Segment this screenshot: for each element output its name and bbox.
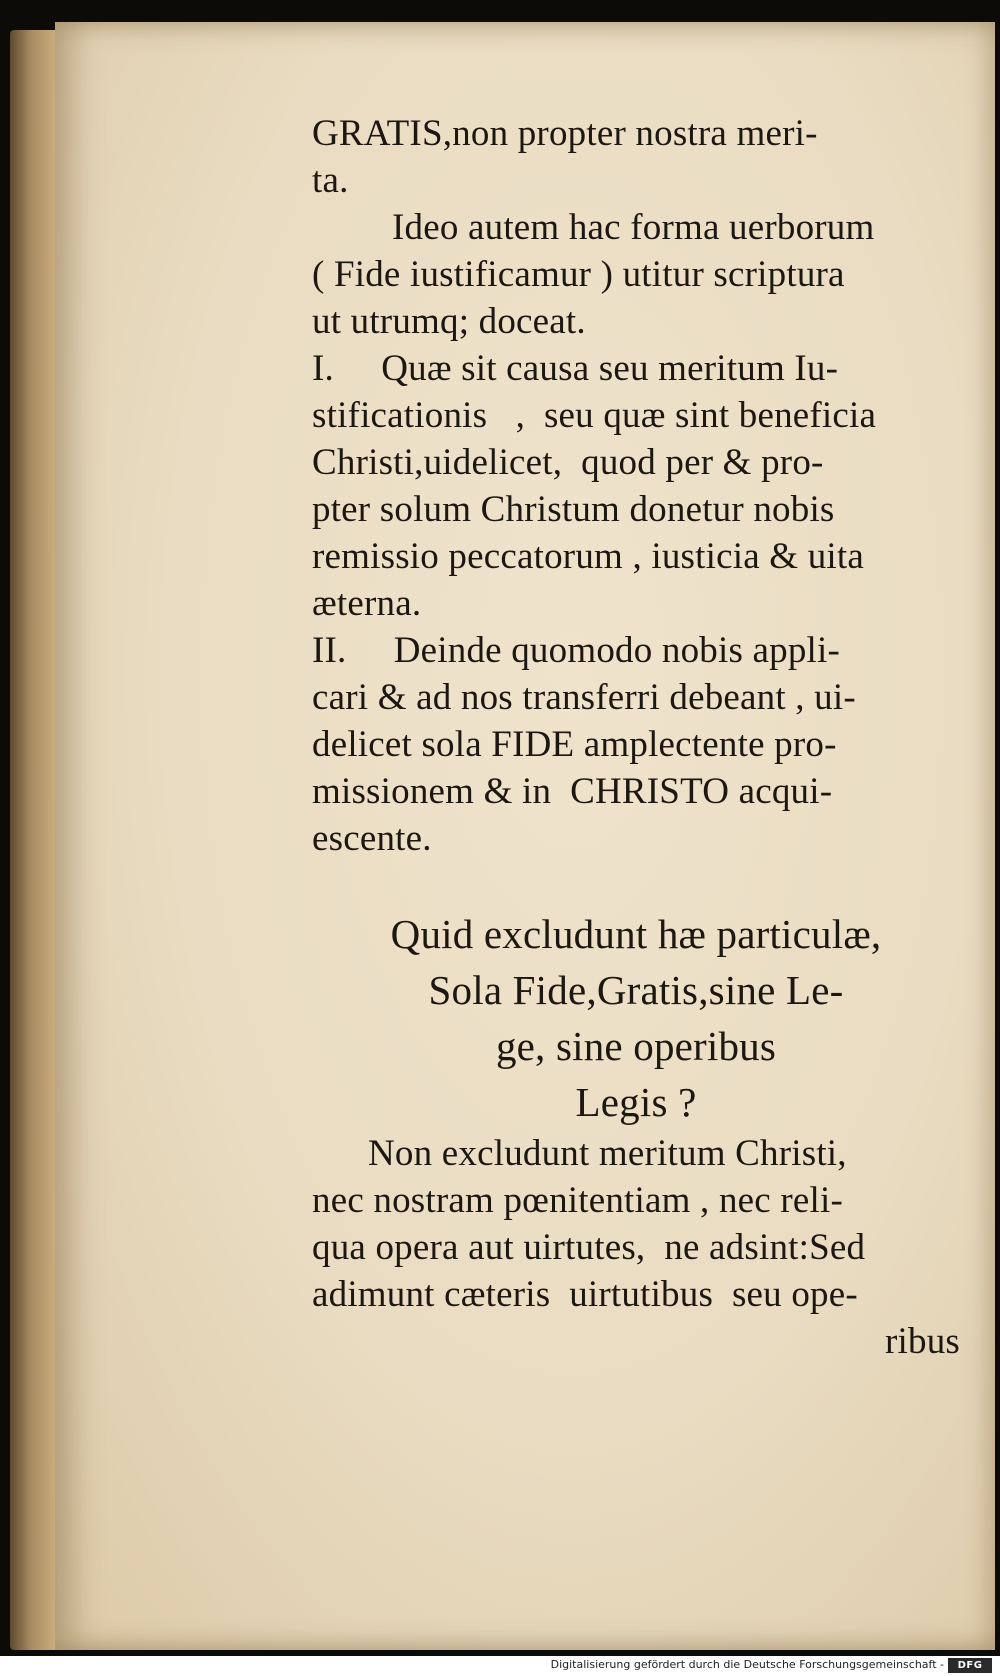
dfg-logo: DFG: [948, 1658, 992, 1673]
text-line: nec nostram pœnitentiam , nec reli-: [312, 1180, 843, 1221]
page-text: [312, 110, 960, 1365]
text-line: Non excludunt meritum Christi,: [368, 1133, 847, 1174]
heading-line: ge, sine operibus: [495, 1023, 777, 1069]
section-heading: [312, 906, 960, 1130]
text-line: escente.: [312, 818, 432, 859]
text-line: GRATIS,non propter nostra meri-: [312, 113, 818, 154]
text-line: adimunt cæteris uirtutibus seu ope-: [312, 1274, 858, 1315]
catchword: ribus: [885, 1321, 960, 1362]
text-line: cari & ad nos transferri debeant , ui-: [312, 677, 856, 718]
text-line: Ideo autem hac forma uerborum: [392, 207, 875, 248]
text-line: pter solum Christum donetur nobis: [312, 489, 835, 530]
text-line: æterna.: [312, 583, 422, 624]
text-line: ut utrumq; doceat.: [312, 301, 586, 342]
text-line: delicet sola FIDE amplectente pro-: [312, 724, 837, 765]
text-line: stificationis , seu quæ sint beneficia: [312, 395, 877, 436]
text-line: missionem & in CHRISTO acqui-: [312, 771, 833, 812]
footer-credit: Digitalisierung gefördert durch die Deutsche Forschungsgemeinschaft -: [550, 1658, 944, 1671]
text-line: remissio peccatorum , iusticia & uita: [312, 536, 864, 577]
heading-line: Sola Fide,Gratis,sine Le-: [428, 967, 844, 1013]
footer-bar: [0, 1656, 1000, 1676]
heading-line: Quid excludunt hæ particulæ,: [390, 911, 882, 957]
text-line: Christi,uidelicet, quod per & pro-: [312, 442, 824, 483]
text-line: ( Fide iustificamur ) utitur scriptura: [312, 254, 845, 295]
heading-line: Legis ?: [575, 1079, 697, 1125]
text-line: II. Deinde quomodo nobis appli-: [312, 630, 840, 671]
text-line: qua opera aut uirtutes, ne adsint:Sed: [312, 1227, 866, 1268]
text-line: I. Quæ sit causa seu meritum Iu-: [312, 348, 839, 389]
text-line: ta.: [312, 160, 349, 201]
